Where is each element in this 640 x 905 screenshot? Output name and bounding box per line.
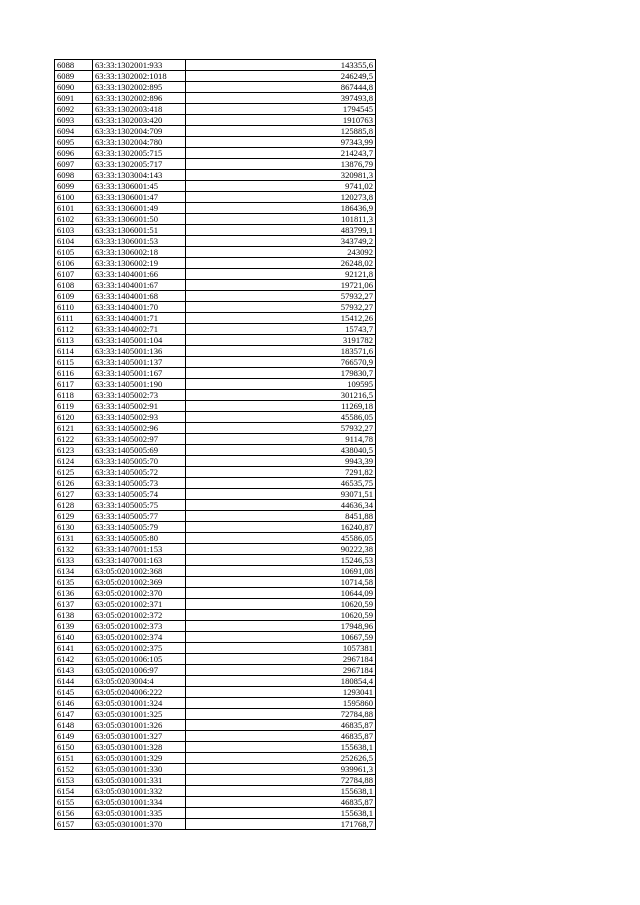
table-row [55,764,376,775]
row-number-cell: 6096 [55,148,93,159]
table-row [55,500,376,511]
table-row [55,797,376,808]
cadastral-value-cell: 10667,59 [186,632,376,643]
row-number-cell: 6135 [55,577,93,588]
row-number-cell: 6140 [55,632,93,643]
cadastral-number-cell: 63:33:1405005:72 [93,467,186,478]
cadastral-value-cell: 120273,8 [186,192,376,203]
row-number-cell: 6113 [55,335,93,346]
cadastral-number-cell: 63:05:0201002:372 [93,610,186,621]
cadastral-value-cell: 7291,82 [186,467,376,478]
cadastral-number-cell: 63:33:1405001:104 [93,335,186,346]
cadastral-number-cell: 63:33:1407001:153 [93,544,186,555]
cadastral-number-cell: 63:33:1405002:73 [93,390,186,401]
row-number-cell: 6142 [55,654,93,665]
cadastral-value-cell: 10620,59 [186,610,376,621]
table-row [55,214,376,225]
row-number-cell: 6121 [55,423,93,434]
cadastral-number-cell: 63:33:1405005:74 [93,489,186,500]
row-number-cell: 6148 [55,720,93,731]
cadastral-number-cell: 63:05:0301001:370 [93,819,186,830]
cadastral-number-cell: 63:33:1306001:51 [93,225,186,236]
row-number-cell: 6132 [55,544,93,555]
table-row [55,390,376,401]
table-row [55,225,376,236]
table-row [55,478,376,489]
row-number-cell: 6146 [55,698,93,709]
cadastral-number-cell: 63:05:0301001:330 [93,764,186,775]
cadastral-number-cell: 63:33:1405005:75 [93,500,186,511]
cadastral-value-cell: 397493,8 [186,93,376,104]
cadastral-number-cell: 63:33:1306001:47 [93,192,186,203]
table-row [55,511,376,522]
cadastral-number-cell: 63:33:1405005:69 [93,445,186,456]
row-number-cell: 6139 [55,621,93,632]
cadastral-value-cell: 97343,99 [186,137,376,148]
row-number-cell: 6130 [55,522,93,533]
cadastral-value-cell: 17948,96 [186,621,376,632]
cadastral-number-cell: 63:33:1302002:895 [93,82,186,93]
cadastral-value-cell: 10714,58 [186,577,376,588]
table-row [55,192,376,203]
row-number-cell: 6112 [55,324,93,335]
cadastral-number-cell: 63:33:1302003:418 [93,104,186,115]
table-row [55,93,376,104]
table-row [55,742,376,753]
cadastral-number-cell: 63:33:1404001:71 [93,313,186,324]
row-number-cell: 6092 [55,104,93,115]
cadastral-number-cell: 63:33:1306001:45 [93,181,186,192]
cadastral-value-cell: 155638,1 [186,742,376,753]
table-row [55,302,376,313]
row-number-cell: 6137 [55,599,93,610]
table-row [55,346,376,357]
cadastral-number-cell: 63:05:0301001:324 [93,698,186,709]
cadastral-value-cell: 143355,6 [186,60,376,71]
row-number-cell: 6125 [55,467,93,478]
row-number-cell: 6154 [55,786,93,797]
row-number-cell: 6133 [55,555,93,566]
cadastral-value-cell: 1057381 [186,643,376,654]
table-row [55,247,376,258]
cadastral-value-cell: 179830,7 [186,368,376,379]
cadastral-number-cell: 63:05:0201002:374 [93,632,186,643]
table-row [55,104,376,115]
cadastral-number-cell: 63:33:1405002:96 [93,423,186,434]
cadastral-value-cell: 939961,3 [186,764,376,775]
table-row [55,489,376,500]
cadastral-number-cell: 63:33:1306002:18 [93,247,186,258]
table-row [55,335,376,346]
row-number-cell: 6091 [55,93,93,104]
table-row [55,368,376,379]
table-row [55,533,376,544]
row-number-cell: 6152 [55,764,93,775]
cadastral-number-cell: 63:33:1306001:53 [93,236,186,247]
cadastral-value-cell: 46835,87 [186,731,376,742]
cadastral-number-cell: 63:33:1405002:97 [93,434,186,445]
table-row [55,665,376,676]
row-number-cell: 6128 [55,500,93,511]
table-row [55,588,376,599]
cadastral-number-cell: 63:05:0201002:375 [93,643,186,654]
table-row [55,71,376,82]
row-number-cell: 6144 [55,676,93,687]
table-body [55,60,376,830]
cadastral-number-cell: 63:05:0301001:329 [93,753,186,764]
row-number-cell: 6134 [55,566,93,577]
cadastral-number-cell: 63:33:1306001:50 [93,214,186,225]
cadastral-number-cell: 63:05:0201002:370 [93,588,186,599]
cadastral-value-cell: 9943,39 [186,456,376,467]
row-number-cell: 6095 [55,137,93,148]
row-number-cell: 6145 [55,687,93,698]
cadastral-value-cell: 3191782 [186,335,376,346]
table-row [55,687,376,698]
cadastral-number-cell: 63:05:0301001:334 [93,797,186,808]
cadastral-number-cell: 63:33:1306002:19 [93,258,186,269]
cadastral-number-cell: 63:05:0201002:371 [93,599,186,610]
table-row [55,445,376,456]
cadastral-value-cell: 15412,26 [186,313,376,324]
cadastral-value-cell: 90222,38 [186,544,376,555]
row-number-cell: 6089 [55,71,93,82]
row-number-cell: 6100 [55,192,93,203]
cadastral-value-cell: 183571,6 [186,346,376,357]
cadastral-number-cell: 63:05:0301001:327 [93,731,186,742]
cadastral-number-cell: 63:33:1405002:93 [93,412,186,423]
row-number-cell: 6101 [55,203,93,214]
table-row [55,775,376,786]
table-row [55,159,376,170]
table-row [55,170,376,181]
row-number-cell: 6111 [55,313,93,324]
cadastral-value-cell: 93071,51 [186,489,376,500]
cadastral-number-cell: 63:33:1405001:136 [93,346,186,357]
table-row [55,357,376,368]
cadastral-value-cell: 125885,8 [186,126,376,137]
cadastral-number-cell: 63:05:0201002:368 [93,566,186,577]
cadastral-value-cell: 19721,06 [186,280,376,291]
row-number-cell: 6118 [55,390,93,401]
table-row [55,709,376,720]
cadastral-number-cell: 63:33:1407001:163 [93,555,186,566]
table-row [55,82,376,93]
row-number-cell: 6105 [55,247,93,258]
cadastral-value-cell: 301216,5 [186,390,376,401]
row-number-cell: 6129 [55,511,93,522]
cadastral-value-cell: 45586,05 [186,412,376,423]
cadastral-value-cell: 44636,34 [186,500,376,511]
cadastral-number-cell: 63:33:1404001:67 [93,280,186,291]
cadastral-value-cell: 13876,79 [186,159,376,170]
cadastral-number-cell: 63:33:1302002:896 [93,93,186,104]
table-row [55,753,376,764]
cadastral-number-cell: 63:33:1405001:167 [93,368,186,379]
row-number-cell: 6120 [55,412,93,423]
cadastral-number-cell: 63:33:1303004:143 [93,170,186,181]
table-row [55,379,376,390]
cadastral-number-cell: 63:33:1404002:71 [93,324,186,335]
cadastral-value-cell: 46835,87 [186,797,376,808]
row-number-cell: 6115 [55,357,93,368]
row-number-cell: 6143 [55,665,93,676]
row-number-cell: 6094 [55,126,93,137]
row-number-cell: 6104 [55,236,93,247]
cadastral-value-cell: 15743,7 [186,324,376,335]
row-number-cell: 6109 [55,291,93,302]
table-row [55,60,376,71]
cadastral-number-cell: 63:33:1405005:77 [93,511,186,522]
table-row [55,115,376,126]
row-number-cell: 6141 [55,643,93,654]
cadastral-number-cell: 63:05:0301001:326 [93,720,186,731]
row-number-cell: 6107 [55,269,93,280]
table-row [55,291,376,302]
cadastral-value-cell: 2967184 [186,665,376,676]
table-row [55,236,376,247]
row-number-cell: 6157 [55,819,93,830]
table-row [55,698,376,709]
row-number-cell: 6123 [55,445,93,456]
table-row [55,269,376,280]
cadastral-number-cell: 63:05:0301001:331 [93,775,186,786]
cadastral-value-cell: 867444,8 [186,82,376,93]
row-number-cell: 6116 [55,368,93,379]
table-row [55,808,376,819]
cadastral-number-cell: 63:33:1405005:80 [93,533,186,544]
cadastral-number-cell: 63:33:1404001:70 [93,302,186,313]
table-row [55,280,376,291]
row-number-cell: 6138 [55,610,93,621]
cadastral-value-cell: 252626,5 [186,753,376,764]
cadastral-value-cell: 72784,88 [186,709,376,720]
cadastral-number-cell: 63:33:1404001:68 [93,291,186,302]
table-row [55,324,376,335]
table-row [55,676,376,687]
cadastral-number-cell: 63:05:0301001:325 [93,709,186,720]
table-row [55,577,376,588]
row-number-cell: 6147 [55,709,93,720]
cadastral-value-cell: 2967184 [186,654,376,665]
table-row [55,632,376,643]
cadastral-number-cell: 63:33:1302003:420 [93,115,186,126]
table-row [55,203,376,214]
cadastral-value-table [54,59,376,830]
cadastral-value-cell: 16240,87 [186,522,376,533]
table-row [55,126,376,137]
table-row [55,555,376,566]
cadastral-number-cell: 63:05:0201006:97 [93,665,186,676]
row-number-cell: 6117 [55,379,93,390]
cadastral-value-cell: 10620,59 [186,599,376,610]
cadastral-value-cell: 8451,88 [186,511,376,522]
cadastral-value-cell: 246249,5 [186,71,376,82]
cadastral-number-cell: 63:33:1302005:715 [93,148,186,159]
cadastral-number-cell: 63:33:1302004:709 [93,126,186,137]
cadastral-value-cell: 46535,75 [186,478,376,489]
cadastral-value-cell: 11269,18 [186,401,376,412]
row-number-cell: 6131 [55,533,93,544]
row-number-cell: 6155 [55,797,93,808]
cadastral-value-cell: 45586,05 [186,533,376,544]
cadastral-number-cell: 63:05:0203004:4 [93,676,186,687]
row-number-cell: 6093 [55,115,93,126]
row-number-cell: 6151 [55,753,93,764]
cadastral-number-cell: 63:05:0301001:335 [93,808,186,819]
row-number-cell: 6122 [55,434,93,445]
table-row [55,522,376,533]
row-number-cell: 6156 [55,808,93,819]
row-number-cell: 6126 [55,478,93,489]
table-row [55,599,376,610]
table-row [55,643,376,654]
row-number-cell: 6090 [55,82,93,93]
cadastral-value-cell: 320981,3 [186,170,376,181]
row-number-cell: 6127 [55,489,93,500]
table-row [55,401,376,412]
cadastral-value-cell: 343749,2 [186,236,376,247]
cadastral-number-cell: 63:33:1306001:49 [93,203,186,214]
cadastral-value-cell: 57932,27 [186,302,376,313]
table-row [55,610,376,621]
row-number-cell: 6124 [55,456,93,467]
row-number-cell: 6098 [55,170,93,181]
cadastral-value-cell: 766570,9 [186,357,376,368]
row-number-cell: 6097 [55,159,93,170]
table-row [55,544,376,555]
cadastral-value-cell: 243092 [186,247,376,258]
cadastral-number-cell: 63:05:0301001:328 [93,742,186,753]
row-number-cell: 6149 [55,731,93,742]
row-number-cell: 6150 [55,742,93,753]
row-number-cell: 6088 [55,60,93,71]
table-row [55,467,376,478]
cadastral-value-cell: 171768,7 [186,819,376,830]
table-row [55,137,376,148]
cadastral-value-cell: 10691,08 [186,566,376,577]
cadastral-value-cell: 109595 [186,379,376,390]
cadastral-value-cell: 15246,53 [186,555,376,566]
cadastral-number-cell: 63:33:1405001:137 [93,357,186,368]
cadastral-number-cell: 63:33:1405005:79 [93,522,186,533]
cadastral-number-cell: 63:33:1405005:73 [93,478,186,489]
cadastral-number-cell: 63:05:0201006:105 [93,654,186,665]
cadastral-number-cell: 63:33:1405001:190 [93,379,186,390]
table-row [55,720,376,731]
table-row [55,258,376,269]
row-number-cell: 6110 [55,302,93,313]
cadastral-number-cell: 63:05:0201002:369 [93,577,186,588]
cadastral-number-cell: 63:05:0201002:373 [93,621,186,632]
table-row [55,412,376,423]
cadastral-number-cell: 63:33:1302004:780 [93,137,186,148]
cadastral-value-cell: 46835,87 [186,720,376,731]
row-number-cell: 6108 [55,280,93,291]
cadastral-value-cell: 1794545 [186,104,376,115]
cadastral-value-cell: 9114,78 [186,434,376,445]
cadastral-number-cell: 63:33:1404001:66 [93,269,186,280]
cadastral-value-cell: 483799,1 [186,225,376,236]
table-row [55,786,376,797]
table-row [55,148,376,159]
table-row [55,566,376,577]
cadastral-number-cell: 63:33:1302002:1018 [93,71,186,82]
row-number-cell: 6099 [55,181,93,192]
cadastral-value-cell: 9741,02 [186,181,376,192]
cadastral-number-cell: 63:33:1405005:70 [93,456,186,467]
cadastral-value-cell: 155638,1 [186,808,376,819]
cadastral-value-cell: 1910763 [186,115,376,126]
cadastral-value-cell: 180854,4 [186,676,376,687]
cadastral-number-cell: 63:05:0301001:332 [93,786,186,797]
cadastral-value-cell: 186436,9 [186,203,376,214]
cadastral-value-cell: 57932,27 [186,423,376,434]
table-row [55,456,376,467]
cadastral-value-cell: 57932,27 [186,291,376,302]
cadastral-value-cell: 26248,02 [186,258,376,269]
row-number-cell: 6103 [55,225,93,236]
table-row [55,654,376,665]
cadastral-number-cell: 63:33:1302005:717 [93,159,186,170]
table-row [55,423,376,434]
table-row [55,731,376,742]
cadastral-value-cell: 1595860 [186,698,376,709]
cadastral-value-cell: 92121,8 [186,269,376,280]
cadastral-value-cell: 1293041 [186,687,376,698]
cadastral-number-cell: 63:33:1405002:91 [93,401,186,412]
cadastral-value-cell: 438040,5 [186,445,376,456]
cadastral-number-cell: 63:05:0204006:222 [93,687,186,698]
row-number-cell: 6136 [55,588,93,599]
row-number-cell: 6102 [55,214,93,225]
row-number-cell: 6153 [55,775,93,786]
cadastral-value-cell: 10644,09 [186,588,376,599]
table-row [55,819,376,830]
cadastral-value-cell: 214243,7 [186,148,376,159]
cadastral-value-cell: 155638,1 [186,786,376,797]
cadastral-value-cell: 72784,88 [186,775,376,786]
row-number-cell: 6119 [55,401,93,412]
table-row [55,181,376,192]
table-row [55,621,376,632]
row-number-cell: 6114 [55,346,93,357]
cadastral-number-cell: 63:33:1302001:933 [93,60,186,71]
table-row [55,434,376,445]
row-number-cell: 6106 [55,258,93,269]
cadastral-value-cell: 101811,3 [186,214,376,225]
table-row [55,313,376,324]
